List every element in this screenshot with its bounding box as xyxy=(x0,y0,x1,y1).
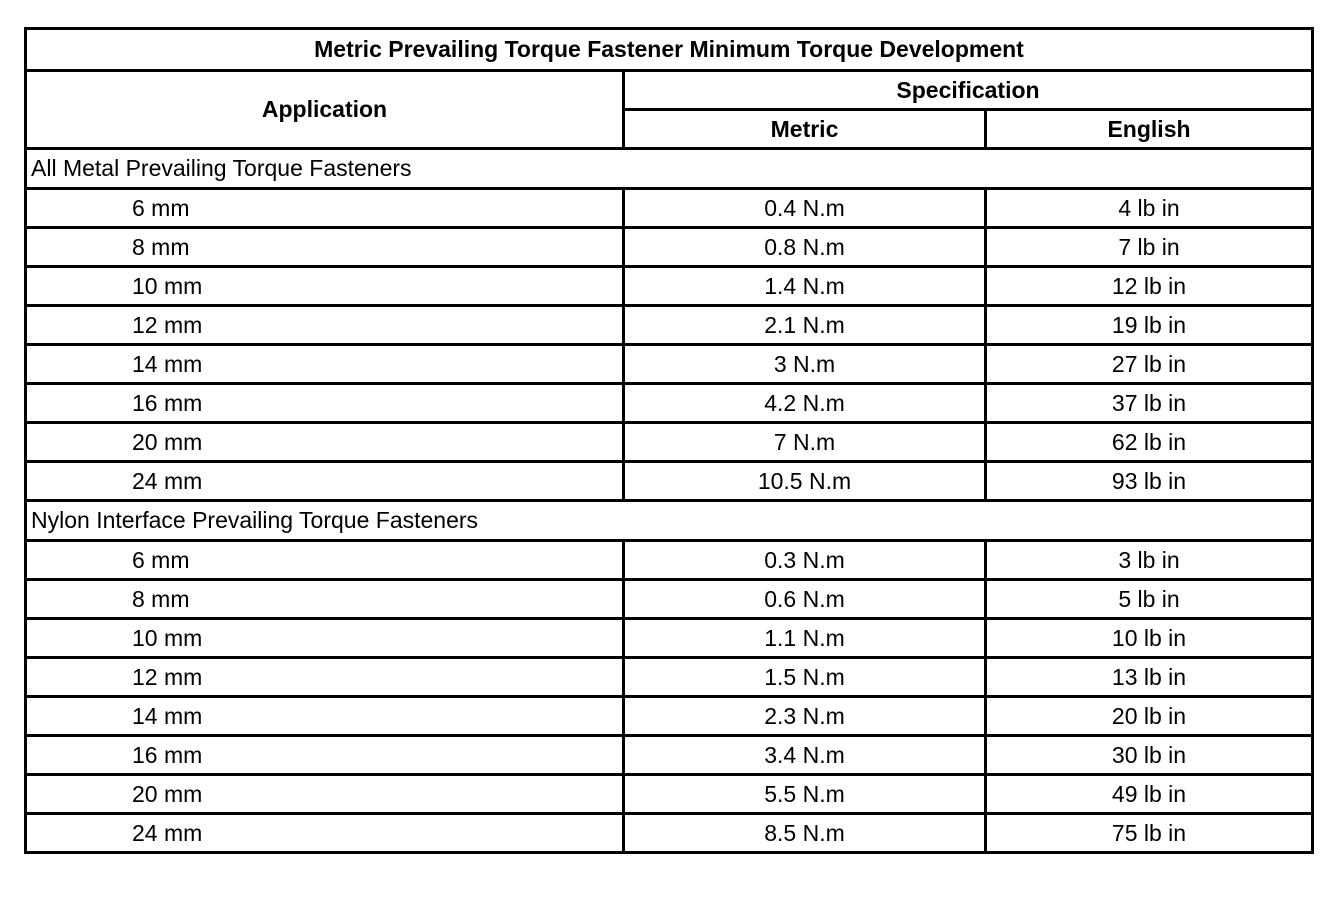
english-torque-cell: 13 lb in xyxy=(986,658,1313,697)
table-row xyxy=(26,267,1313,306)
english-torque-cell: 5 lb in xyxy=(986,580,1313,619)
title-row xyxy=(26,29,1313,71)
table-row xyxy=(26,658,1313,697)
metric-torque-cell: 0.3 N.m xyxy=(624,541,986,580)
english-torque-cell: 12 lb in xyxy=(986,267,1313,306)
english-torque-cell: 93 lb in xyxy=(986,462,1313,501)
fastener-size-cell: 10 mm xyxy=(26,619,624,658)
metric-torque-cell: 4.2 N.m xyxy=(624,384,986,423)
metric-torque-cell: 1.1 N.m xyxy=(624,619,986,658)
table-title: Metric Prevailing Torque Fastener Minimum Torque Development xyxy=(26,29,1313,71)
english-torque-cell: 49 lb in xyxy=(986,775,1313,814)
fastener-size-cell: 12 mm xyxy=(26,306,624,345)
metric-torque-cell: 1.5 N.m xyxy=(624,658,986,697)
fastener-size-cell: 6 mm xyxy=(26,541,624,580)
english-torque-cell: 20 lb in xyxy=(986,697,1313,736)
header-application: Application xyxy=(26,71,624,149)
torque-table xyxy=(24,27,1314,854)
metric-torque-cell: 0.4 N.m xyxy=(624,189,986,228)
group-row xyxy=(26,149,1313,189)
group-title: All Metal Prevailing Torque Fasteners xyxy=(26,149,1313,189)
header-specification: Specification xyxy=(624,71,1313,110)
english-torque-cell: 30 lb in xyxy=(986,736,1313,775)
table-row xyxy=(26,541,1313,580)
metric-torque-cell: 8.5 N.m xyxy=(624,814,986,853)
table-row xyxy=(26,462,1313,501)
group-title: Nylon Interface Prevailing Torque Fasteners xyxy=(26,501,1313,541)
table-body xyxy=(26,29,1313,853)
metric-torque-cell: 0.8 N.m xyxy=(624,228,986,267)
table-row xyxy=(26,697,1313,736)
fastener-size-cell: 14 mm xyxy=(26,345,624,384)
english-torque-cell: 75 lb in xyxy=(986,814,1313,853)
metric-torque-cell: 7 N.m xyxy=(624,423,986,462)
table-row xyxy=(26,423,1313,462)
fastener-size-cell: 20 mm xyxy=(26,423,624,462)
table-row xyxy=(26,775,1313,814)
table-row xyxy=(26,384,1313,423)
metric-torque-cell: 2.3 N.m xyxy=(624,697,986,736)
metric-torque-cell: 5.5 N.m xyxy=(624,775,986,814)
group-row xyxy=(26,501,1313,541)
english-torque-cell: 10 lb in xyxy=(986,619,1313,658)
table-row xyxy=(26,189,1313,228)
metric-torque-cell: 3.4 N.m xyxy=(624,736,986,775)
table-row xyxy=(26,736,1313,775)
header-english: English xyxy=(986,110,1313,149)
fastener-size-cell: 8 mm xyxy=(26,580,624,619)
english-torque-cell: 62 lb in xyxy=(986,423,1313,462)
english-torque-cell: 3 lb in xyxy=(986,541,1313,580)
english-torque-cell: 27 lb in xyxy=(986,345,1313,384)
metric-torque-cell: 10.5 N.m xyxy=(624,462,986,501)
english-torque-cell: 4 lb in xyxy=(986,189,1313,228)
fastener-size-cell: 24 mm xyxy=(26,462,624,501)
metric-torque-cell: 1.4 N.m xyxy=(624,267,986,306)
table-row xyxy=(26,814,1313,853)
metric-torque-cell: 2.1 N.m xyxy=(624,306,986,345)
fastener-size-cell: 24 mm xyxy=(26,814,624,853)
fastener-size-cell: 6 mm xyxy=(26,189,624,228)
table-row xyxy=(26,580,1313,619)
fastener-size-cell: 12 mm xyxy=(26,658,624,697)
fastener-size-cell: 10 mm xyxy=(26,267,624,306)
table-row xyxy=(26,345,1313,384)
english-torque-cell: 19 lb in xyxy=(986,306,1313,345)
fastener-size-cell: 8 mm xyxy=(26,228,624,267)
english-torque-cell: 37 lb in xyxy=(986,384,1313,423)
english-torque-cell: 7 lb in xyxy=(986,228,1313,267)
metric-torque-cell: 0.6 N.m xyxy=(624,580,986,619)
header-row-1 xyxy=(26,71,1313,110)
fastener-size-cell: 16 mm xyxy=(26,736,624,775)
table-row xyxy=(26,619,1313,658)
metric-torque-cell: 3 N.m xyxy=(624,345,986,384)
table-row xyxy=(26,306,1313,345)
table-row xyxy=(26,228,1313,267)
fastener-size-cell: 16 mm xyxy=(26,384,624,423)
header-metric: Metric xyxy=(624,110,986,149)
fastener-size-cell: 20 mm xyxy=(26,775,624,814)
fastener-size-cell: 14 mm xyxy=(26,697,624,736)
